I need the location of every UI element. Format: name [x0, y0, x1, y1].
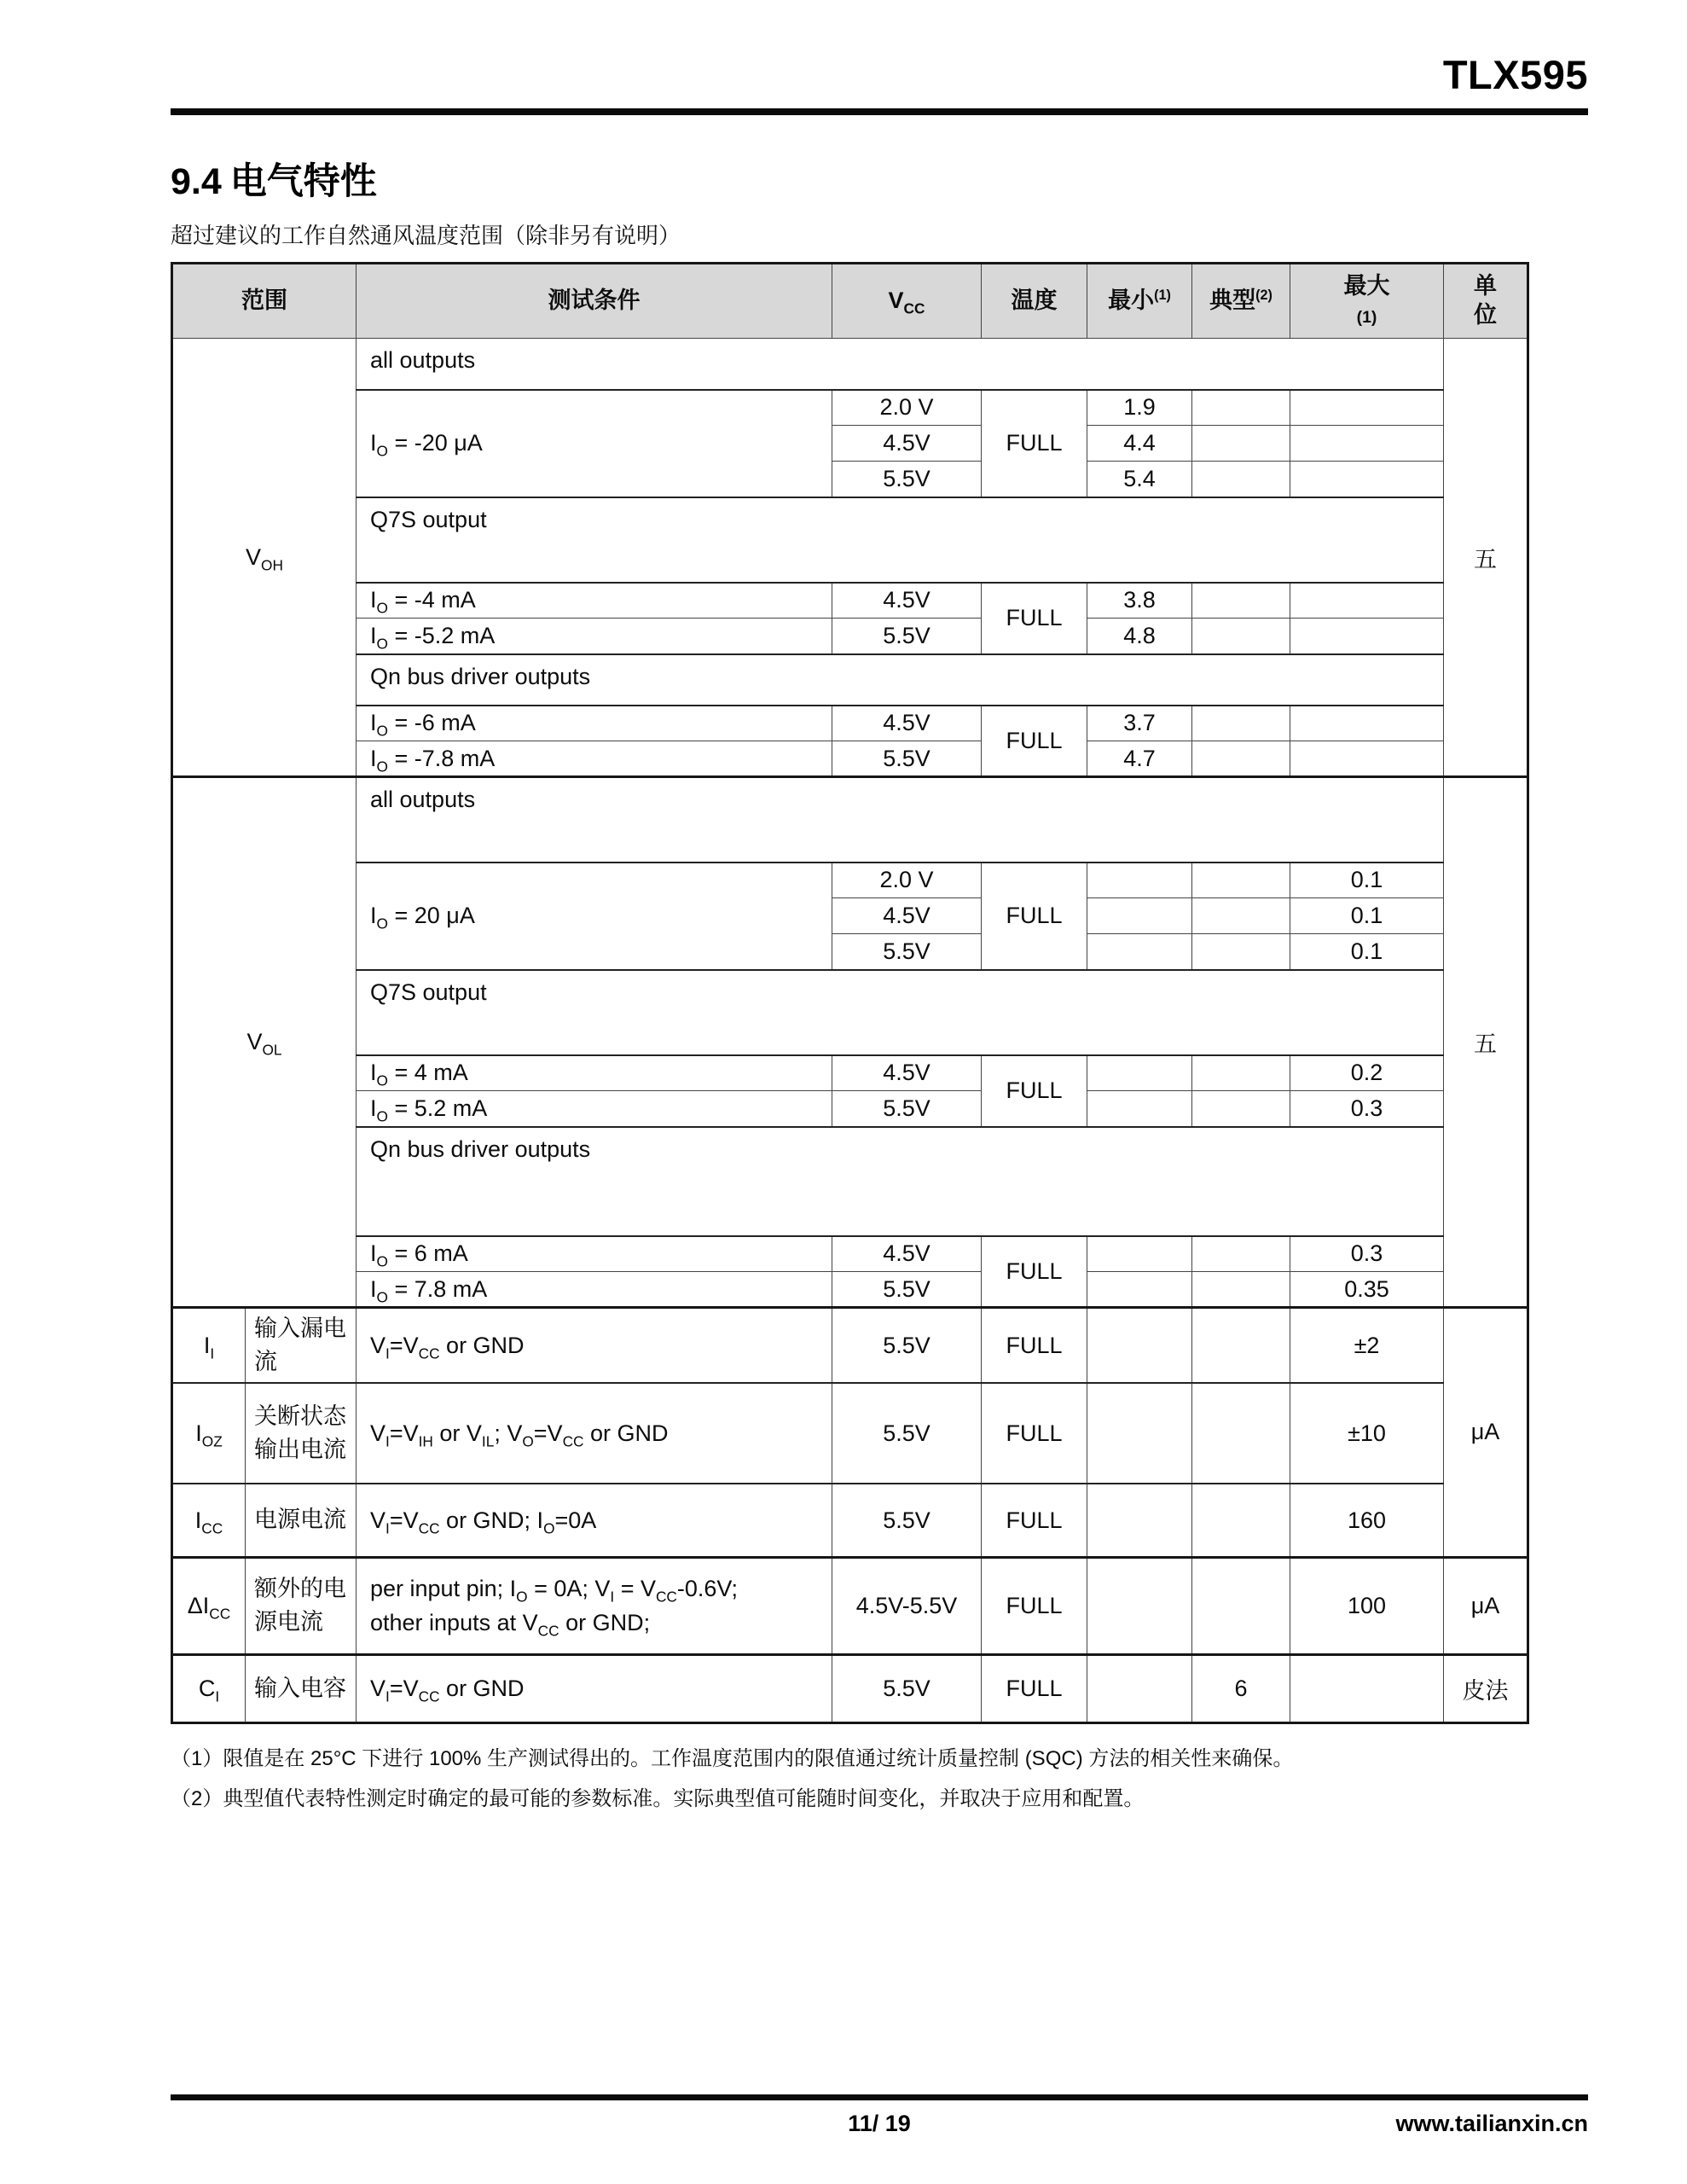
ii-cond: $V_I=V_{CC}$ or GND: [357, 1308, 832, 1384]
max-cell: ±10: [1290, 1383, 1444, 1484]
col-header-min: 最小$^{(1)}$: [1087, 264, 1192, 339]
typ-cell: [1192, 1484, 1290, 1557]
vol-cond-io-52ma: $I_O = 5.2$ mA: [357, 1091, 832, 1127]
max-cell: [1290, 1654, 1444, 1722]
vcc-cell: 5.5V: [832, 619, 982, 654]
voh-symbol: $V_{OH}$: [172, 339, 357, 777]
table-row: [172, 741, 1528, 777]
typ-cell: [1192, 1272, 1290, 1308]
vcc-cell: 2.0 V: [832, 863, 982, 898]
min-cell: [1087, 1308, 1192, 1384]
typ-cell: [1192, 426, 1290, 462]
vcc-cell: 4.5V: [832, 583, 982, 619]
vol-cond-io-20ua: $I_O = 20$ μA: [357, 863, 832, 970]
col-header-vcc: $V_{CC}$: [832, 264, 982, 339]
max-cell: [1290, 741, 1444, 777]
col-header-temp: 温度: [982, 264, 1087, 339]
vcc-cell: 4.5V: [832, 1236, 982, 1272]
table-row: [172, 1091, 1528, 1127]
voh-cond-io-52ma: $I_O = -5.2$ mA: [357, 619, 832, 654]
voh-cond-io-20ua: $I_O = -20$ μA: [357, 390, 832, 497]
min-cell: [1087, 1654, 1192, 1722]
col-header-unit: 单 位: [1444, 264, 1528, 339]
vol-qn-bus-label: Qn bus driver outputs: [357, 1127, 1444, 1236]
section-number: 9.4: [171, 161, 222, 202]
min-cell: [1087, 1055, 1192, 1091]
footnotes: [171, 1740, 1588, 1820]
min-cell: 3.7: [1087, 706, 1192, 741]
doc-title: TLX595: [1442, 52, 1588, 97]
min-cell: 3.8: [1087, 583, 1192, 619]
vcc-cell: 4.5V: [832, 898, 982, 934]
vcc-cell: 5.5V: [832, 1091, 982, 1127]
table-row: [172, 1236, 1528, 1272]
min-cell: [1087, 1091, 1192, 1127]
table-row: [172, 1383, 1528, 1484]
ii-desc: 输入漏电流: [246, 1308, 357, 1384]
section-subtitle: 超过建议的工作自然通风温度范围（除非另有说明）: [171, 223, 681, 248]
vcc-cell: 5.5V: [832, 741, 982, 777]
typ-cell: [1192, 863, 1290, 898]
footnote-2: （2）典型值代表特性测定时确定的最可能的参数标准。实际典型值可能随时间变化，并取决于应用和配置。: [171, 1786, 1145, 1810]
ioz-symbol: $I_{OZ}$: [172, 1383, 246, 1484]
min-cell: [1087, 934, 1192, 970]
pf-unit: 皮法: [1444, 1654, 1528, 1722]
temp-cell: FULL: [982, 1484, 1087, 1557]
ua-unit: μA: [1444, 1557, 1528, 1654]
table-row: [172, 339, 1528, 390]
col-header-range: 范围: [172, 264, 357, 339]
typ-cell: [1192, 1236, 1290, 1272]
typ-cell: 6: [1192, 1654, 1290, 1722]
max-cell: [1290, 706, 1444, 741]
max-cell: [1290, 619, 1444, 654]
table-row: [172, 1484, 1528, 1557]
max-cell: [1290, 583, 1444, 619]
min-cell: [1087, 898, 1192, 934]
vcc-cell: 5.5V: [832, 1308, 982, 1384]
typ-cell: [1192, 390, 1290, 426]
vcc-cell: 4.5V: [832, 1055, 982, 1091]
ioz-cond: $V_I=V_{IH}$ or $V_{IL}$; $V_O=V_{CC}$ or GND: [357, 1383, 832, 1484]
max-cell: [1290, 462, 1444, 497]
max-cell: ±2: [1290, 1308, 1444, 1384]
temp-cell: FULL: [982, 706, 1087, 777]
table-row: [172, 1055, 1528, 1091]
max-cell: 160: [1290, 1484, 1444, 1557]
vcc-cell: 5.5V: [832, 1654, 982, 1722]
typ-cell: [1192, 462, 1290, 497]
max-cell: [1290, 426, 1444, 462]
typ-cell: [1192, 706, 1290, 741]
footer-rule: [171, 2094, 1588, 2100]
table-row: [172, 1557, 1528, 1654]
delta-icc-symbol: $\Delta I_{CC}$: [172, 1557, 246, 1654]
section-title: 电气特性: [229, 161, 377, 202]
delta-icc-desc: 额外的电源电流: [246, 1557, 357, 1654]
typ-cell: [1192, 741, 1290, 777]
table-row: [172, 1127, 1528, 1236]
vol-cond-io-6ma: $I_O = 6$ mA: [357, 1236, 832, 1272]
vcc-cell: 5.5V: [832, 1484, 982, 1557]
icc-symbol: $I_{CC}$: [172, 1484, 246, 1557]
min-cell: 4.8: [1087, 619, 1192, 654]
table-row: [172, 706, 1528, 741]
max-cell: [1290, 390, 1444, 426]
table-header-row: [172, 264, 1528, 339]
min-cell: 4.4: [1087, 426, 1192, 462]
typ-cell: [1192, 619, 1290, 654]
ii-symbol: $I_I$: [172, 1308, 246, 1384]
max-cell: 0.3: [1290, 1091, 1444, 1127]
delta-icc-cond: per input pin; $I_O = 0A$; $V_I = V_{CC}-0.6V$; other inputs at $V_{CC}$ or GND;: [357, 1557, 832, 1654]
vcc-cell: 4.5V: [832, 426, 982, 462]
table-row: [172, 863, 1528, 898]
vcc-cell: 5.5V: [832, 1383, 982, 1484]
voh-qn-bus-label: Qn bus driver outputs: [357, 654, 1444, 706]
temp-cell: FULL: [982, 583, 1087, 654]
min-cell: [1087, 1484, 1192, 1557]
typ-cell: [1192, 1091, 1290, 1127]
ua-unit: μA: [1444, 1308, 1528, 1558]
temp-cell: FULL: [982, 1236, 1087, 1308]
table-row: [172, 619, 1528, 654]
typ-cell: [1192, 1308, 1290, 1384]
typ-cell: [1192, 898, 1290, 934]
voh-cond-io-6ma: $I_O = -6$ mA: [357, 706, 832, 741]
temp-cell: FULL: [982, 863, 1087, 970]
typ-cell: [1192, 1557, 1290, 1654]
icc-desc: 电源电流: [246, 1484, 357, 1557]
table-row: [172, 970, 1528, 1055]
vol-symbol: $V_{OL}$: [172, 777, 357, 1308]
temp-cell: FULL: [982, 1654, 1087, 1722]
ci-desc: 输入电容: [246, 1654, 357, 1722]
ci-cond: $V_I=V_{CC}$ or GND: [357, 1654, 832, 1722]
ioz-desc: 关断状态输出电流: [246, 1383, 357, 1484]
vol-q7s-label: Q7S output: [357, 970, 1444, 1055]
footnote-1: （1）限值是在 25°C 下进行 100% 生产测试得出的。工作温度范围内的限值通过统计质量控制 (SQC) 方法的相关性来确保。: [171, 1746, 1294, 1770]
icc-cond: $V_I=V_{CC}$ or GND; $I_O=0A$: [357, 1484, 832, 1557]
temp-cell: FULL: [982, 1383, 1087, 1484]
table-row: [172, 777, 1528, 863]
min-cell: [1087, 1557, 1192, 1654]
vcc-cell: 4.5V-5.5V: [832, 1557, 982, 1654]
table-row: [172, 654, 1528, 706]
vcc-cell: 5.5V: [832, 1272, 982, 1308]
vcc-cell: 2.0 V: [832, 390, 982, 426]
vol-unit: 五: [1444, 777, 1528, 1308]
voh-all-outputs-label: all outputs: [357, 339, 1444, 390]
temp-cell: FULL: [982, 1557, 1087, 1654]
max-cell: 0.2: [1290, 1055, 1444, 1091]
voh-cond-io-78ma: $I_O = -7.8$ mA: [357, 741, 832, 777]
table-row: [172, 583, 1528, 619]
typ-cell: [1192, 583, 1290, 619]
page-footer: [171, 2094, 1588, 2141]
vol-cond-io-4ma: $I_O = 4$ mA: [357, 1055, 832, 1091]
min-cell: [1087, 1272, 1192, 1308]
ci-symbol: $C_I$: [172, 1654, 246, 1722]
section-heading: [171, 153, 1588, 205]
voh-q7s-label: Q7S output: [357, 497, 1444, 583]
min-cell: 4.7: [1087, 741, 1192, 777]
temp-cell: FULL: [982, 1055, 1087, 1127]
table-row: [172, 390, 1528, 426]
table-row: [172, 497, 1528, 583]
voh-cond-io-4ma: $I_O = -4$ mA: [357, 583, 832, 619]
max-cell: 0.1: [1290, 863, 1444, 898]
table-row: [172, 1308, 1528, 1384]
table-row: [172, 1654, 1528, 1722]
typ-cell: [1192, 934, 1290, 970]
min-cell: [1087, 1236, 1192, 1272]
vol-all-outputs-label: all outputs: [357, 777, 1444, 863]
page-number: 11/ 19: [848, 2111, 911, 2136]
col-header-max: 最大 (1): [1290, 264, 1444, 339]
min-cell: 5.4: [1087, 462, 1192, 497]
table-row: [172, 1272, 1528, 1308]
typ-cell: [1192, 1055, 1290, 1091]
electrical-characteristics-table: [171, 262, 1529, 1724]
vcc-cell: 4.5V: [832, 706, 982, 741]
temp-cell: FULL: [982, 1308, 1087, 1384]
col-header-condition: 测试条件: [357, 264, 832, 339]
max-cell: 100: [1290, 1557, 1444, 1654]
typ-cell: [1192, 1383, 1290, 1484]
max-cell: 0.3: [1290, 1236, 1444, 1272]
vcc-cell: 5.5V: [832, 934, 982, 970]
max-cell: 0.35: [1290, 1272, 1444, 1308]
header-rule: [171, 108, 1588, 115]
max-cell: 0.1: [1290, 898, 1444, 934]
col-header-typ: 典型$^{(2)}$: [1192, 264, 1290, 339]
vol-cond-io-78ma: $I_O = 7.8$ mA: [357, 1272, 832, 1308]
voh-unit: 五: [1444, 339, 1528, 777]
min-cell: 1.9: [1087, 390, 1192, 426]
max-cell: 0.1: [1290, 934, 1444, 970]
vcc-cell: 5.5V: [832, 462, 982, 497]
website-link: www.tailianxin.cn: [1395, 2111, 1588, 2136]
temp-cell: FULL: [982, 390, 1087, 497]
min-cell: [1087, 863, 1192, 898]
min-cell: [1087, 1383, 1192, 1484]
